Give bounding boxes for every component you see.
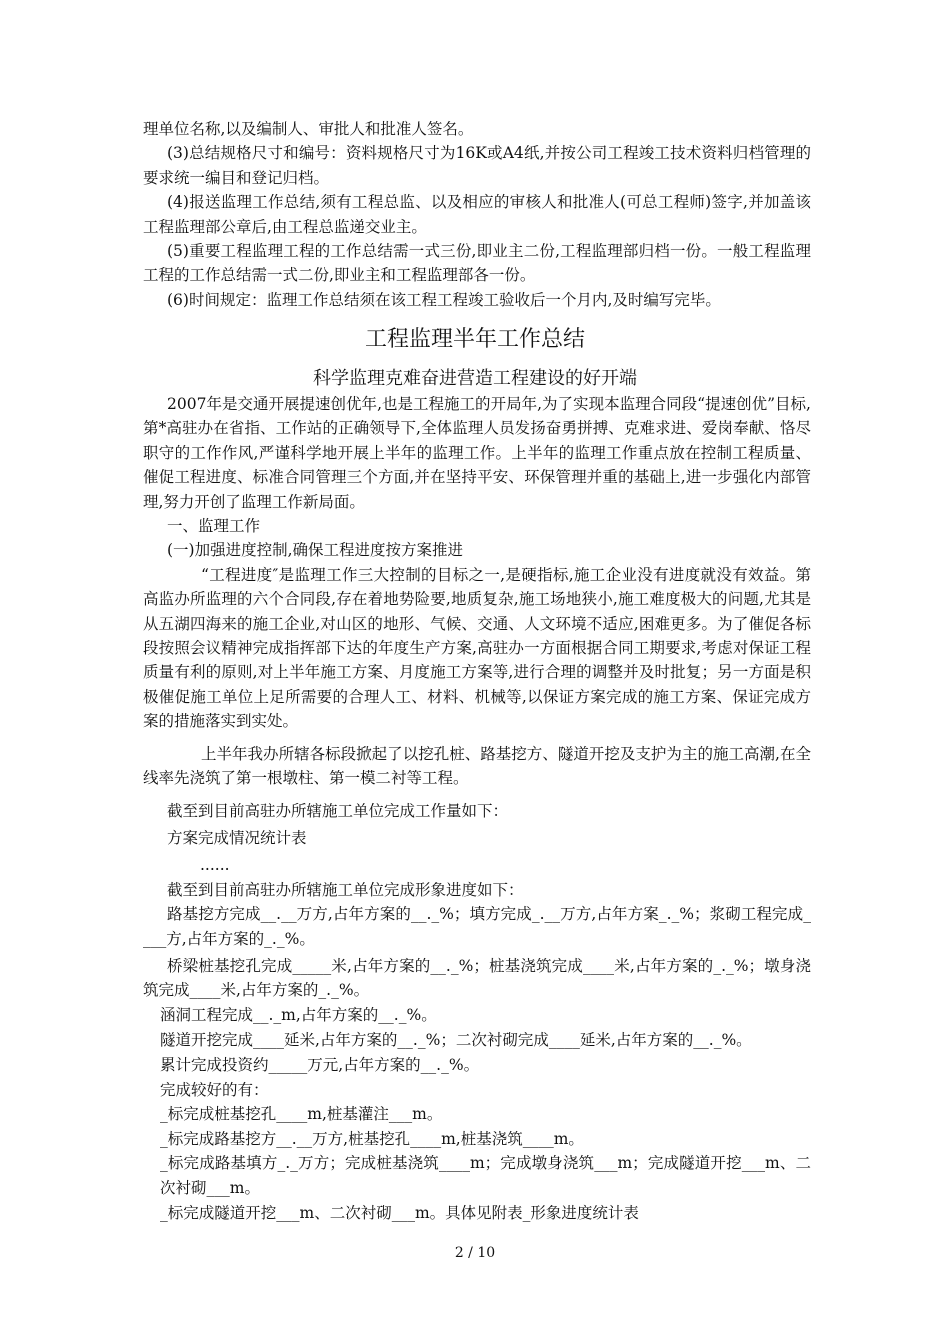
paragraph: 截至到目前高驻办所辖施工单位完成形象进度如下：: [167, 880, 524, 899]
paragraph: 桥梁桩基挖孔完成_____米,占年方案的__._%；桩基浇筑完成____米,占年方案的_._%；墩身浇筑完成____米,占年方案的_._%。: [143, 956, 811, 1000]
paragraph: “工程进度″是监理工作三大控制的目标之一,是硬指标,施工企业没有进度就没有效益。第高监办所监理的六个合同段,存在着地势险要,地质复杂,施工场地狭小,施工难度极大的问题,尤其是从五湖四海来的施工企业,对山区的地形、气候、交通、人文环境不适应,困难更多。为了催促各标段按照会议精神完成指挥部下达的年度生产方案,高驻办一方面根据合同工期要求,考虑对保证工程质量有利的原则,对上半年施工方案、月度施工方案等,进行合理的调整并及时批复；另一方面是积极催促施工单位上足所需要的合理人工、材料、机械等,以保证方案完成的施工方案、保证完成方案的措施落实到实处。: [143, 565, 811, 731]
body-section: [143, 392, 811, 1225]
paragraph: (6)时间规定：监理工作总结须在该工程工程竣工验收后一个月内,及时编写完毕。: [167, 290, 721, 309]
paragraph: _标完成路基填方_._万方；完成桩基浇筑____m；完成墩身浇筑___m；完成隧道开挖___m、二次衬砌___m。: [160, 1154, 811, 1197]
paragraph: 累计完成投资约_____万元,占年方案的__._%。: [160, 1055, 480, 1074]
section-heading: 一、监理工作: [167, 517, 261, 536]
page-title: 工程监理半年工作总结: [364, 327, 585, 352]
ellipsis: ......: [200, 856, 230, 875]
paragraph: (3)总结规格尺寸和编号：资料规格尺寸为16K或A4纸,并按公司工程竣工技术资料归档管理的要求统一编目和登记归档。: [143, 144, 811, 187]
paragraph: (4)报送监理工作总结,须有工程总监、以及相应的审核人和批准人(可总工程师)签字,并加盖该工程监理部公章后,由工程总监递交业主。: [143, 193, 811, 236]
paragraph: _标完成桩基挖孔____m,桩基灌注___m。: [160, 1105, 443, 1124]
table-caption: 方案完成情况统计表: [167, 828, 307, 847]
paragraph: _标完成隧道开挖___m、二次衬砌___m。具体见附表_形象进度统计表: [160, 1204, 639, 1222]
paragraph: 路基挖方完成__.__万方,占年方案的__._%；填方完成_.__万方,占年方案_._%；浆砌工程完成____方,占年方案的_._%。: [143, 905, 811, 948]
paragraph: 上半年我办所辖各标段掀起了以挖孔桩、路基挖方、隧道开挖及支护为主的施工高潮,在全线率先浇筑了第一根墩柱、第一模二衬等工程。: [143, 744, 811, 788]
paragraph: (5)重要工程监理工程的工作总结需一式三份,即业主二份,工程监理部归档一份。一般工程监理工程的工作总结需一式二份,即业主和工程监理部各一份。: [143, 242, 811, 285]
top-section: [143, 117, 811, 312]
paragraph: 2007年是交通开展提速创优年,也是工程施工的开局年,为了实现本监理合同段“提速创优”目标,第*高驻办在省指、工作站的正确领导下,全体监理人员发扬奋勇拼搏、克难求进、爱岗奉献、恪尽职守的工作作风,严谨科学地开展上半年的监理工作。上半年的监理工作重点放在控制工程质量、催促工程进度、标准合同管理三个方面,并在坚持平安、环保管理并重的基础上,进一步强化内部管理,努力开创了监理工作新局面。: [143, 395, 811, 511]
paragraph: 隧道开挖完成____延米,占年方案的__._%；二次衬砌完成____延米,占年方案的__._%。: [160, 1031, 752, 1050]
paragraph: 涵洞工程完成__._m,占年方案的__._%。: [160, 1005, 437, 1024]
paragraph: 截至到目前高驻办所辖施工单位完成工作量如下：: [167, 801, 509, 820]
subsection-heading: (一)加强进度控制,确保工程进度按方案推进: [167, 541, 464, 560]
paragraph: 理单位名称,以及编制人、审批人和批准人签名。: [143, 120, 474, 138]
paragraph: _标完成路基挖方__.__万方,桩基挖孔____m,桩基浇筑____m。: [160, 1129, 584, 1148]
page-number: 2 / 10: [454, 1245, 496, 1261]
page-subtitle: 科学监理克难奋进营造工程建设的好开端: [313, 368, 637, 389]
paragraph: 完成较好的有：: [160, 1080, 269, 1099]
